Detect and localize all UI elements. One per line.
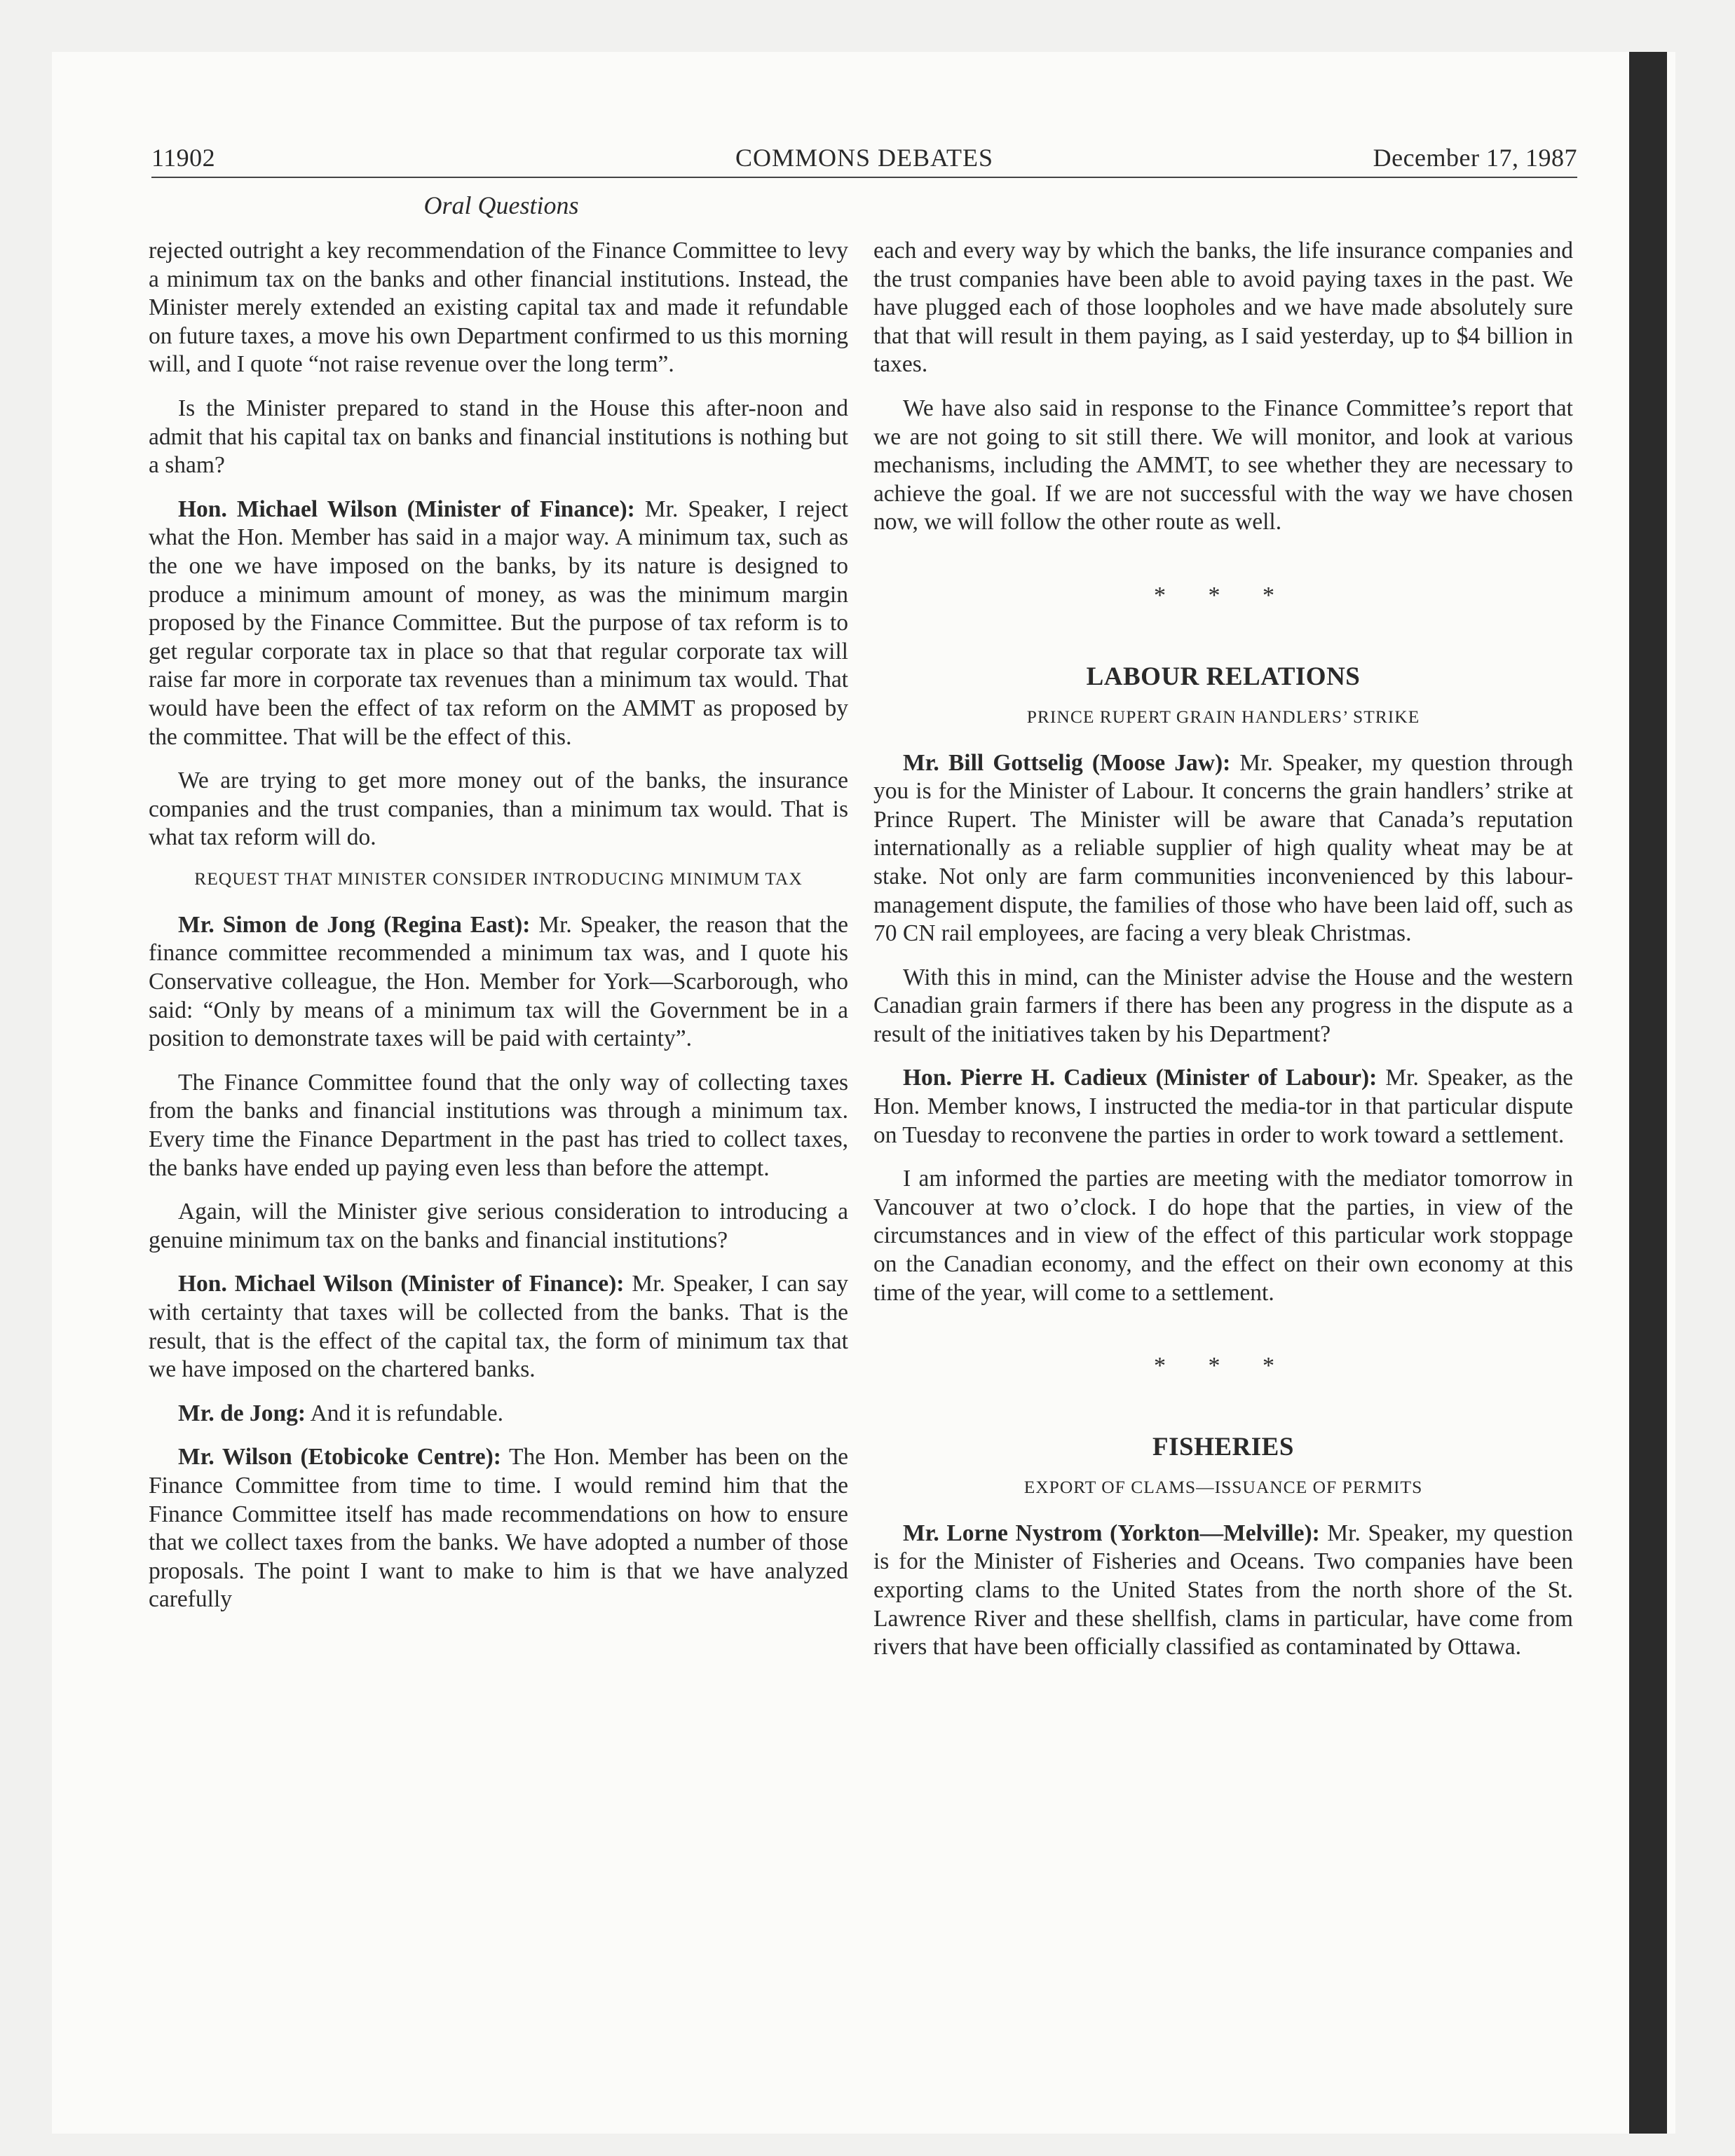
- section-subtitle: EXPORT OF CLAMS—ISSUANCE OF PERMITS: [1023, 1476, 1423, 1497]
- question-subheading: REQUEST THAT MINISTER CONSIDER INTRODUCING MINIMUM TAX: [194, 868, 803, 889]
- running-header: [151, 140, 1577, 178]
- speech-text: Mr. Speaker, the reason that the finance committee recommended a minimum tax was, and I quote his Conservative colleague, the Hon. Member for York—Scarborough, who said: “Only by means of a minimum tax will the Government be in a position to demonstrate taxes will be paid with certainty”.: [149, 911, 848, 1052]
- publication-title: COMMONS DEBATES: [735, 144, 994, 172]
- speech-text: Mr. Speaker, my question through you is for the Minister of Labour. It concerns the grain handlers’ strike at Prince Rupert. The Minister will be aware that Canada’s reputation internationally as a reliable supplier of high quality wheat may be at stake. Not only are farm communities inconvenienced by this labour-management dispute, the families of those who have been laid off, such as 70 CN rail employees, are facing a very bleak Christmas.: [873, 749, 1573, 947]
- left-column: [149, 237, 848, 1630]
- speech-paragraph: [873, 1064, 1573, 1149]
- speaker-name: Hon. Michael Wilson (Minister of Finance):: [178, 1271, 625, 1297]
- section-title: FISHERIES: [1152, 1433, 1294, 1462]
- speaker-name: Mr. Lorne Nystrom (Yorkton—Melville):: [903, 1520, 1320, 1546]
- speaker-name: Hon. Michael Wilson (Minister of Finance):: [178, 496, 635, 522]
- section-separator: * * *: [1154, 1353, 1293, 1379]
- speech-paragraph: [873, 749, 1573, 948]
- section-subtitle: PRINCE RUPERT GRAIN HANDLERS’ STRIKE: [1026, 706, 1420, 727]
- section-subhead: Oral Questions: [423, 191, 579, 219]
- paragraph: The Finance Committee found that the only way of collecting taxes from the banks and financial institutions was through a minimum tax. Every time the Finance Department in the past has tried to collect taxes, the banks have ended up paying even less than before the attempt.: [149, 1069, 848, 1181]
- section-separator: * * *: [1154, 582, 1293, 608]
- speech-paragraph: [149, 496, 848, 751]
- section-title: LABOUR RELATIONS: [1086, 662, 1361, 691]
- paragraph: I am informed the parties are meeting with the mediator tomorrow in Vancouver at two o’clock. I do hope that the parties, in view of the circumstances and in view of the effect of this particular work stoppage on the Canadian economy, and the effect on their own economy at this time of the year, will come to a settlement.: [873, 1166, 1573, 1306]
- speaker-name: Mr. de Jong:: [178, 1400, 306, 1426]
- speech-text: The Hon. Member has been on the Finance Committee from time to time. I would remind him that the Finance Committee itself has made recommendations on how to ensure that we collect taxes from the banks. We have adopted a number of those proposals. The point I want to make to him is that we have analyzed carefully: [149, 1444, 848, 1613]
- paragraph: rejected outright a key recommendation of the Finance Committee to levy a minimum tax on the banks and other financial institutions. Instead, the Minister merely extended an existing capital tax and made it refundable on future taxes, a move his own Department confirmed to us this morning will, and I quote “not raise revenue over the long term”.: [149, 238, 848, 378]
- speech-paragraph: [149, 911, 848, 1053]
- paragraph: Is the Minister prepared to stand in the House this after-noon and admit that his capital tax on banks and financial institutions is nothing but a sham?: [149, 395, 848, 479]
- right-column: [873, 237, 1573, 1677]
- speech-text: And it is refundable.: [306, 1400, 503, 1426]
- scan-edge-bar: [1629, 52, 1667, 2134]
- speech-paragraph: [149, 1400, 848, 1428]
- speech-text: Mr. Speaker, I reject what the Hon. Member has said in a major way. A minimum tax, such as the one we have imposed on the banks, by its nature is designed to produce a minimum amount of money, as was the minimum margin proposed by the Finance Committee. But the purpose of tax reform is to get regular corporate tax in place so that that regular corporate tax will raise far more in corporate tax revenues than a minimum tax would. That would have been the effect of tax reform on the AMMT as proposed by the committee. That will be the effect of this.: [149, 496, 848, 750]
- paragraph: With this in mind, can the Minister advise the House and the western Canadian grain farmers if there has been any progress in the dispute as a result of the initiatives taken by his Department?: [873, 964, 1573, 1047]
- speech-paragraph: [149, 1270, 848, 1384]
- speaker-name: Mr. Simon de Jong (Regina East):: [178, 911, 531, 938]
- paragraph: Again, will the Minister give serious consideration to introducing a genuine minimum tax on the banks and financial institutions?: [149, 1199, 848, 1253]
- page-date: December 17, 1987: [1373, 144, 1577, 172]
- speaker-name: Hon. Pierre H. Cadieux (Minister of Labour):: [903, 1065, 1377, 1091]
- page-number: 11902: [151, 144, 216, 172]
- paragraph: We have also said in response to the Finance Committee’s report that we are not going to sit still there. We will monitor, and look at various mechanisms, including the AMMT, to see whether they are necessary to achieve the goal. If we are not successful with the way we have chosen now, we will follow the other route as well.: [873, 395, 1573, 535]
- paragraph: each and every way by which the banks, the life insurance companies and the trust companies have been able to avoid paying taxes in the past. We have plugged each of those loopholes and we have made absolutely sure that that will result in them paying, as I said yesterday, up to $4 billion in taxes.: [873, 238, 1573, 378]
- speech-text: Mr. Speaker, my question is for the Minister of Fisheries and Oceans. Two companies have been exporting clams to the United States from the north shore of the St. Lawrence River and these shellfish, clams in particular, have come from rivers that have been officially classified as contaminated by Ottawa.: [873, 1520, 1573, 1660]
- speech-text: Mr. Speaker, I can say with certainty that taxes will be collected from the banks. That is the result, that is the effect of the capital tax, the form of minimum tax that we have imposed on the chartered banks.: [149, 1271, 848, 1383]
- paragraph: We are trying to get more money out of the banks, the insurance companies and the trust companies, than a minimum tax would. That is what tax reform will do.: [149, 767, 848, 851]
- speaker-name: Mr. Bill Gottselig (Moose Jaw):: [903, 749, 1231, 776]
- speech-paragraph: [149, 1443, 848, 1614]
- speech-text: Mr. Speaker, as the Hon. Member knows, I instructed the media-tor in that particular dispute on Tuesday to reconvene the parties in order to work toward a settlement.: [873, 1065, 1573, 1148]
- speech-paragraph: [873, 1520, 1573, 1662]
- speaker-name: Mr. Wilson (Etobicoke Centre):: [178, 1444, 501, 1471]
